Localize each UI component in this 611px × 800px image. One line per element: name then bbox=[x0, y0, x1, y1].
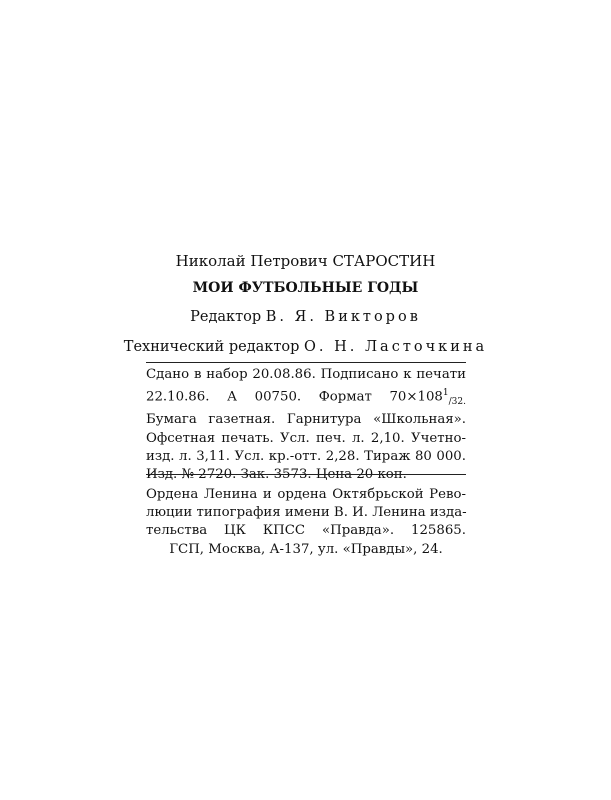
imprint-line-format bbox=[146, 384, 466, 411]
tech-editor-label: Технический редактор bbox=[123, 339, 300, 355]
imprint-line: Изд. № 2720. Зак. 3573. Цена 20 коп. bbox=[146, 467, 407, 483]
book-title: МОИ ФУТБОЛЬНЫЕ ГОДЫ bbox=[192, 280, 419, 296]
imprint-block bbox=[146, 366, 466, 484]
author-line bbox=[0, 252, 611, 270]
divider-top bbox=[146, 362, 466, 363]
printer-line: ГСП, Москва, А-137, ул. «Правды», 24. bbox=[169, 541, 443, 557]
format-superscript: 1 bbox=[442, 388, 449, 399]
printer-line: люции типография имени В. И. Ленина изда- bbox=[146, 505, 467, 521]
editor-line bbox=[0, 309, 611, 325]
author-first-names: Николай Петрович bbox=[175, 252, 328, 270]
editor-name: В. Я. Викторов bbox=[265, 309, 421, 325]
imprint-line: изд. л. 3,11. Усл. кр.-отт. 2,28. Тираж 80 000. bbox=[146, 448, 466, 464]
imprint-format-text: 22.10.86. А 00750. Формат 70×108 bbox=[146, 389, 443, 405]
printer-line: тельства ЦК КПСС «Правда». 125865. bbox=[146, 523, 466, 539]
tech-editor-name: О. Н. Ласточкина bbox=[303, 339, 488, 355]
divider-bottom bbox=[146, 474, 466, 475]
imprint-line: Бумага газетная. Гарнитура «Школьная». bbox=[146, 412, 466, 428]
imprint-line: Офсетная печать. Усл. печ. л. 2,10. Учетно- bbox=[146, 430, 466, 446]
imprint-line: Сдано в набор 20.08.86. Подписано к печати bbox=[146, 367, 466, 382]
tech-editor-line bbox=[0, 339, 611, 355]
printer-block bbox=[146, 486, 466, 559]
editor-label: Редактор bbox=[190, 309, 262, 325]
author-surname: СТАРОСТИН bbox=[332, 252, 436, 270]
format-subscript: /32. bbox=[448, 397, 466, 408]
printer-line: Ордена Ленина и ордена Октябрьской Рево- bbox=[146, 487, 466, 502]
